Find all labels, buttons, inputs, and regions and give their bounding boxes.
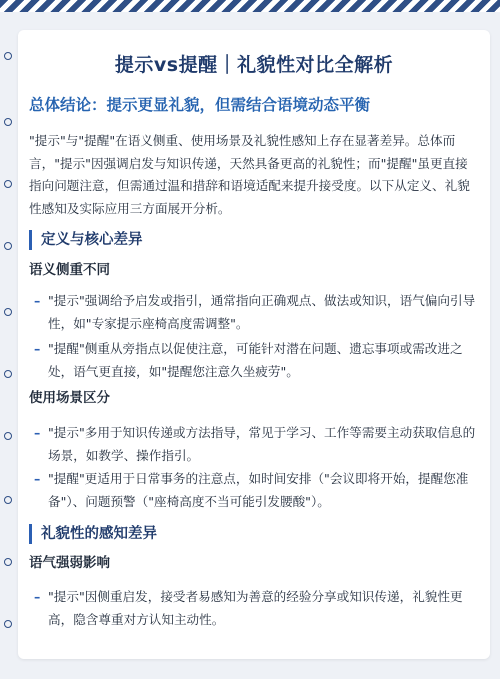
subheading-usage-scenarios: 使用场景区分: [29, 390, 110, 406]
list-item: [29, 422, 479, 467]
dash-bullet-icon: –: [34, 425, 41, 440]
list-item: [29, 290, 479, 335]
dash-bullet-icon: –: [34, 293, 41, 308]
list-item: [29, 586, 479, 631]
top-decorative-stripe: [0, 0, 500, 12]
list-item: [29, 338, 479, 383]
subheading-semantic-focus: 语义侧重不同: [29, 262, 110, 278]
dash-bullet-icon: –: [34, 589, 41, 604]
subheading-tone-strength: 语气强弱影响: [29, 555, 110, 571]
binder-ring: [4, 180, 12, 188]
binder-ring: [4, 620, 12, 628]
binder-ring: [4, 558, 12, 566]
page-title: 提示vs提醒｜礼貌性对比全解析: [114, 54, 394, 76]
dash-bullet-icon: –: [34, 471, 41, 486]
binder-ring: [4, 370, 12, 378]
binder-ring: [4, 118, 12, 126]
list-item-text: "提醒"更适用于日常事务的注意点，如时间安排（"会议即将开始，提醒您准备"）、问题预警（"座椅高度不当可能引发腰酸"）。: [48, 471, 469, 509]
binder-ring: [4, 52, 12, 60]
list-item: [29, 468, 479, 513]
dash-bullet-icon: –: [34, 341, 41, 356]
list-item-text: "提示"多用于知识传递或方法指导，常见于学习、工作等需要主动获取信息的场景，如教学、操作指引。: [48, 425, 476, 463]
list-item-text: "提示"因侧重启发，接受者易感知为善意的经验分享或知识传递，礼貌性更高，隐含尊重对方认知主动性。: [48, 589, 463, 627]
section-heading-definition: 定义与核心差异: [29, 230, 479, 250]
list-item-text: "提醒"侧重从旁指点以促使注意，可能针对潜在问题、遗忘事项或需改进之处，语气更直接，如"提醒您注意久坐疲劳"。: [48, 341, 463, 379]
list-item-text: "提示"强调给予启发或指引，通常指向正确观点、做法或知识，语气偏向引导性，如"专家提示座椅高度需调整"。: [48, 293, 476, 331]
summary-heading: 总体结论：提示更显礼貌，但需结合语境动态平衡: [29, 96, 371, 114]
document-card: [18, 30, 490, 659]
binder-ring: [4, 308, 12, 316]
binder-ring: [4, 432, 12, 440]
binder-ring: [4, 242, 12, 250]
section-heading-politeness: 礼貌性的感知差异: [29, 524, 479, 544]
intro-paragraph: "提示"与"提醒"在语义侧重、使用场景及礼貌性感知上存在显著差异。总体而言，"提示"因强调启发与知识传递，天然具备更高的礼貌性；而"提醒"虽更直接指向问题注意，但需通过温和措辞和语境适配来提升接受度。以下从定义、礼貌性感知及实际应用三方面展开分析。: [29, 133, 470, 216]
binder-ring: [4, 496, 12, 504]
